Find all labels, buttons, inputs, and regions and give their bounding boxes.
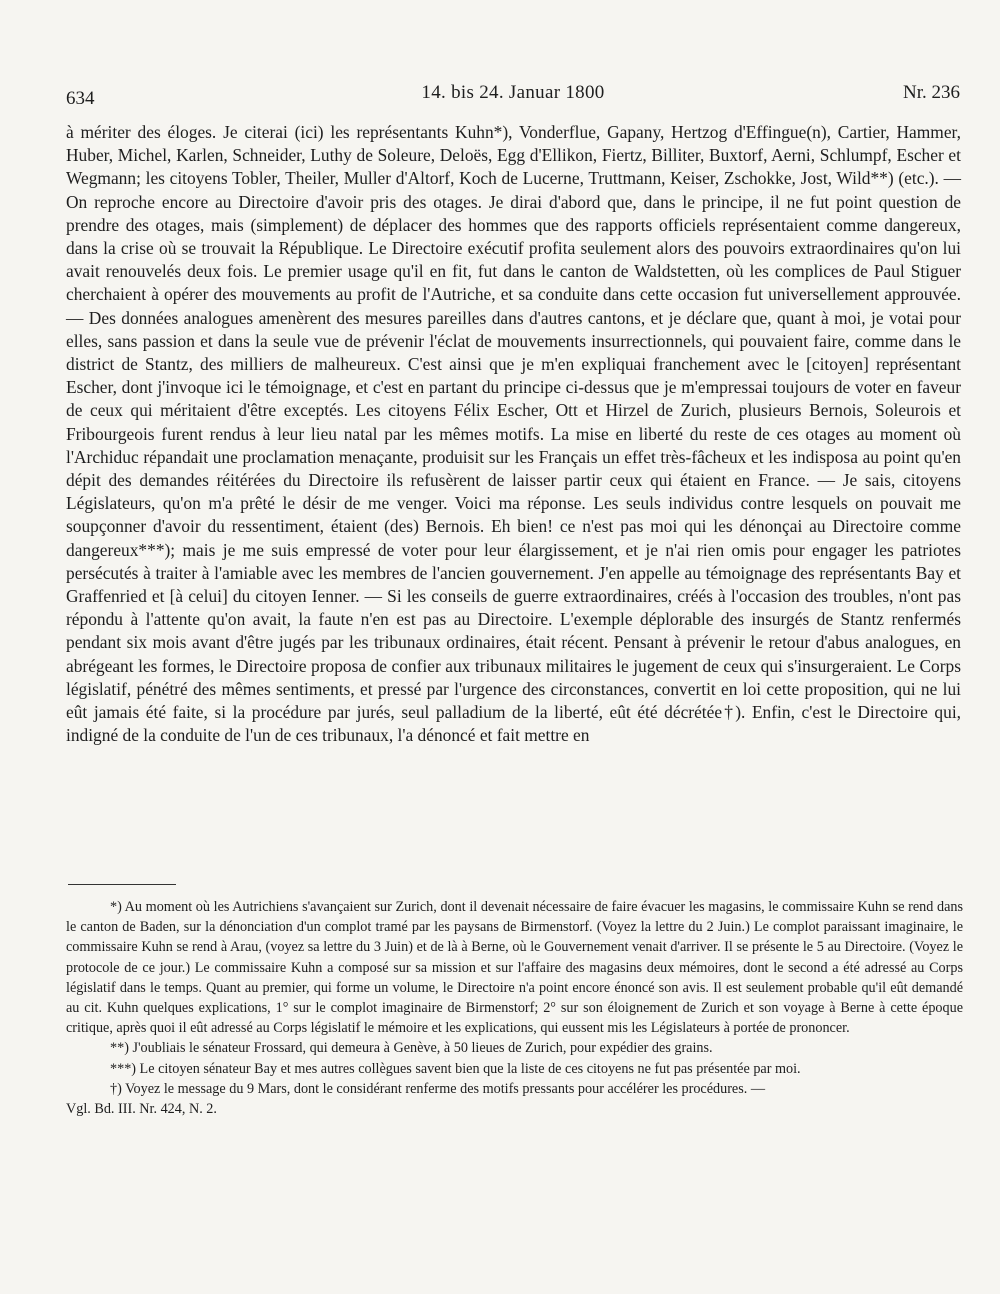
document-number: Nr. 236: [903, 82, 960, 103]
footnotes: [66, 897, 963, 1119]
footnote-2: **) J'oubliais le sénateur Frossard, qui demeura à Genève, à 50 lieues de Zurich, pour expédier des grains.: [110, 1040, 713, 1057]
footnote-1: *) Au moment où les Autrichiens s'avançaient sur Zurich, dont il devenait nécessaire de faire évacuer les magasins, le commissaire Kuhn se rend dans le canton de Baden, sur la dénonciation d'un complot tramé par les paysans de Birmenstorf. (Voyez la lettre du 2 Juin.) Le complot paraissant imaginaire, le commissaire Kuhn se rend à Arau, (voyez sa lettre du 3 Juin) et de là à Berne, où le Gouvernement venait d'arriver. Il se présente le 5 au Directoire. (Voyez le protocole de ce jour.) Le commissaire Kuhn a composé sur sa mission et sur l'affaire des magasins deux mémoires, dont le second a été adressé au Corps législatif dans le temps. Quant au premier, qui forme un volume, le Directoire n'a point encore énoncé son avis. Il est seulement probable qu'il eût demandé au cit. Kuhn quelques explications, 1° sur le complot imaginaire de Birmenstorf; 2° sur son éloignement de Zurich et son voyage à Berne à cette époque critique, après quoi il eût adressé au Corps législatif le mémoire et les explications, qui eussent mis les Législateurs à portée de prononcer.: [66, 899, 963, 1037]
footnote-3: ***) Le citoyen sénateur Bay et mes autres collègues savent bien que la liste de ces citoyens ne fut pas présentée par moi.: [110, 1060, 801, 1077]
page-number: 634: [66, 88, 95, 109]
footnote-4: †) Voyez le message du 9 Mars, dont le considérant renferme des motifs pressants pour accélérer les procédures. —: [110, 1080, 766, 1097]
body-text: [66, 121, 961, 747]
footnote-separator: [68, 884, 176, 885]
body-paragraph: à mériter des éloges. Je citerai (ici) les représentants Kuhn*), Vonderflue, Gapany, Hertzog d'Effingue(n), Cartier, Hammer, Huber, Michel, Karlen, Schneider, Luthy de Soleure, Deloës, Egg d'Ellikon, Fiertz, Billiter, Buxtorf, Aerni, Schlumpf, Escher et Wegmann; les citoyens Tobler, Theiler, Muller d'Altorf, Koch de Lucerne, Truttmann, Keiser, Zschokke, Jost, Wild**) (etc.). — On reproche encore au Directoire d'avoir pris des otages. Je dirai d'abord que, dans le principe, il ne fut point question de prendre des otages, mais (simplement) de déplacer des hommes que des rapports officiels représentaient comme dangereux, dans la crise où se trouvait la République. Le Directoire exécutif profita seulement alors des pouvoirs extraordinaires qu'on lui avait renouvelés deux fois. Le premier usage qu'il en fit, fut dans le canton de Waldstetten, où les complices de Paul Stiguer cherchaient à opérer des mouvements au profit de l'Autriche, et sa conduite dans cette occasion fut universellement approuvée. — Des données analogues amenèrent des mesures pareilles dans d'autres cantons, et je déclare que, quant à moi, je votai pour elles, sans passion et dans la seule vue de prévenir l'éclat de mouvements insurrectionnels, qui pouvaient faire, comme dans le district de Stantz, des milliers de malheureux. C'est ainsi que je m'en expliquai franchement avec le [citoyen] représentant Escher, dont j'invoque ici le témoignage, et c'est en partant du principe ci-dessus que je m'empressai toujours de voter en faveur de ceux qui méritaient d'être exceptés. Les citoyens Félix Escher, Ott et Hirzel de Zurich, plusieurs Bernois, Soleurois et Fribourgeois furent rendus à leur lieu natal par les mêmes motifs. La mise en liberté du reste de ces otages au moment où l'Archiduc répandait une proclamation menaçante, produisit sur les Français un effet très-fâcheux et les indisposa au point qu'en dépit des demandes réitérées du Directoire ils refusèrent de laisser partir ceux qui étaient en France. — Je sais, citoyens Législateurs, qu'on m'a prêté le désir de me venger. Voici ma réponse. Les seuls individus contre lesquels on pouvait me soupçonner d'avoir du ressentiment, étaient (des) Bernois. Eh bien! ce n'est pas moi qui les dénonçai au Directoire comme dangereux***); mais je me suis empressé de voter pour leur élargissement, et je n'ai rien omis pour engager les patriotes persécutés à traiter à l'amiable avec les membres de l'ancien gouvernement. J'en appelle au témoignage des représentants Bay et Graffenried et [à celui] du citoyen Ienner. — Si les conseils de guerre extraordinaires, créés à l'occasion des troubles, n'ont pas répondu à l'attente qu'on avait, la faute n'en est pas au Directoire. L'exemple déplorable des insurgés de Stantz renfermés pendant six mois avant d'être jugés par les tribunaux ordinaires, était récent. Pensant à prévenir le retour d'abus analogues, en abrégeant les formes, le Directoire proposa de confier aux tribunaux militaires le jugement de ceux qui s'insurgeraient. Le Corps législatif, pénétré des mêmes sentiments, et pressé par l'urgence des circonstances, convertit en loi cette proposition, qui ne lui eût jamais été faite, si la procédure par jurés, seul palladium de la liberté, eût été décrétée†). Enfin, c'est le Directoire qui, indigné de la conduite de l'un de ces tribunaux, l'a dénoncé et fait mettre en: [66, 122, 961, 746]
header-date: 14. bis 24. Januar 1800: [421, 82, 605, 103]
page-header: [66, 82, 960, 114]
footnote-4-reference: Vgl. Bd. III. Nr. 424, N. 2.: [66, 1101, 217, 1118]
